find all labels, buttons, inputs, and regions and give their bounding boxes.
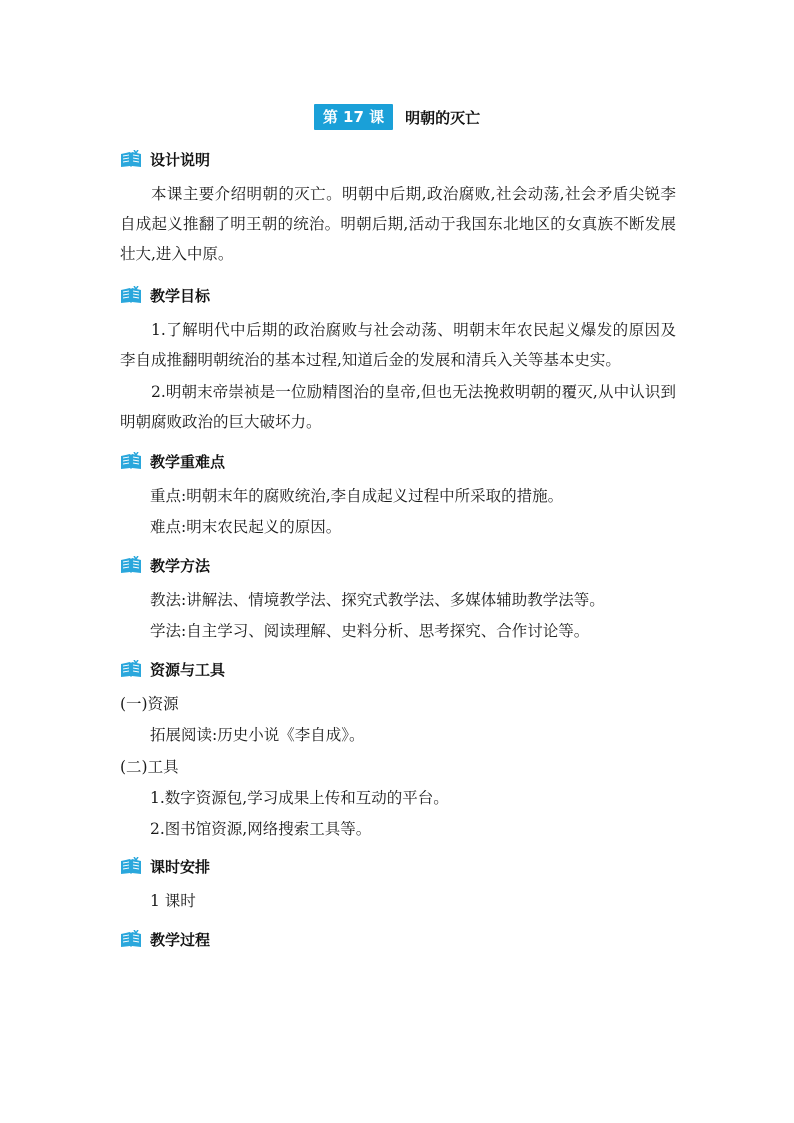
section-heading-process: [120, 928, 210, 950]
section-label: 设计说明: [150, 150, 211, 169]
section-heading-design: [120, 148, 210, 170]
section-label: 教学目标: [150, 286, 211, 305]
tool-item-1: 1.数字资源包,学习成果上传和互动的平台。: [150, 789, 449, 807]
lesson-title: 明朝的灭亡: [405, 108, 481, 127]
lesson-number-badge: 第 17 课: [314, 104, 393, 130]
class-hours: 1 课时: [150, 892, 196, 910]
book-icon: [120, 857, 142, 875]
book-icon: [120, 660, 142, 678]
book-icon: [120, 930, 142, 948]
teaching-method: 教法:讲解法、情境教学法、探究式教学法、多媒体辅助教学法等。: [150, 591, 605, 609]
tool-item-2: 2.图书馆资源,网络搜索工具等。: [150, 820, 372, 838]
key-point: 重点:明朝末年的腐败统治,李自成起义过程中所采取的措施。: [150, 487, 564, 505]
resources-subheading: (一)资源: [120, 695, 179, 713]
book-icon: [120, 556, 142, 574]
book-icon: [120, 452, 142, 470]
section-heading-goals: [120, 284, 210, 306]
lesson-header: [0, 104, 794, 130]
goal-item-2: 2.明朝末帝崇祯是一位励精图治的皇帝,但也无法挽救明朝的覆灭,从中认识到明朝腐败政治的巨大破坏力。: [120, 383, 676, 431]
section-heading-methods: [120, 554, 210, 576]
section-heading-resources: [120, 658, 225, 680]
book-icon: [120, 286, 142, 304]
section-label: 教学方法: [150, 556, 211, 575]
section-label: 资源与工具: [150, 660, 226, 679]
section-heading-key-points: [120, 450, 225, 472]
section-heading-schedule: [120, 855, 210, 877]
section-label: 课时安排: [150, 857, 211, 876]
section-label: 教学重难点: [150, 452, 226, 471]
design-description: 本课主要介绍明朝的灭亡。明朝中后期,政治腐败,社会动荡,社会矛盾尖锐李自成起义推翻了明王朝的统治。明朝后期,活动于我国东北地区的女真族不断发展壮大,进入中原。: [120, 185, 676, 263]
book-icon: [120, 150, 142, 168]
goal-item-1: 1.了解明代中后期的政治腐败与社会动荡、明朝末年农民起义爆发的原因及李自成推翻明朝统治的基本过程,知道后金的发展和清兵入关等基本史实。: [120, 321, 676, 369]
section-label: 教学过程: [150, 930, 211, 949]
difficult-point: 难点:明末农民起义的原因。: [150, 518, 342, 536]
tools-subheading: (二)工具: [120, 758, 179, 776]
learning-method: 学法:自主学习、阅读理解、史料分析、思考探究、合作讨论等。: [150, 622, 590, 640]
resource-item: 拓展阅读:历史小说《李自成》。: [150, 726, 365, 744]
